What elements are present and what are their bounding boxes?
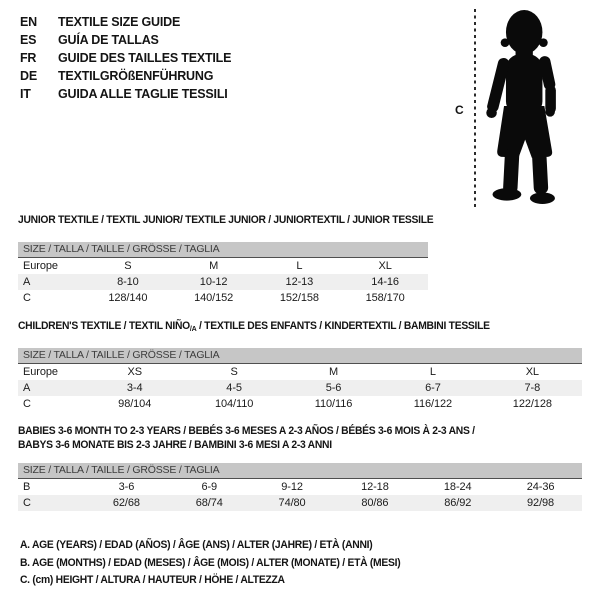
guide-title: GUÍA DE TALLAS <box>58 33 159 47</box>
language-code: IT <box>20 87 31 101</box>
row-label: A <box>23 276 31 288</box>
size-header-bar: SIZE / TALLA / TAILLE / GRÖSSE / TAGLIA <box>18 463 582 479</box>
height-cell: 128/140 <box>108 292 148 304</box>
footnote-c: C. (cm) HEIGHT / ALTURA / HAUTEUR / HÖHE / ALTEZZA <box>20 574 285 586</box>
age-cell: 12-18 <box>361 481 389 493</box>
table-row <box>18 290 428 306</box>
footnote-a: A. AGE (YEARS) / EDAD (AÑOS) / ÂGE (ANS) / ALTER (JAHRE) / ETÀ (ANNI) <box>20 539 373 551</box>
age-cell: 10-12 <box>199 276 228 288</box>
size-cell: L <box>429 366 436 378</box>
footnote-b: B. AGE (MONTHS) / EDAD (MESES) / ÂGE (MOIS) / ALTER (MONATE) / ETÀ (MESI) <box>20 556 401 569</box>
language-row <box>20 49 231 67</box>
size-cell: XS <box>127 366 142 378</box>
row-label: C <box>23 292 31 304</box>
age-cell: 12-13 <box>285 276 314 288</box>
row-label: B <box>23 481 31 493</box>
size-cell: S <box>230 366 238 378</box>
height-cell: 62/68 <box>112 497 140 509</box>
height-cell: 158/170 <box>365 292 405 304</box>
language-code: FR <box>20 51 37 65</box>
row-label: A <box>23 382 31 394</box>
height-cell: 98/104 <box>118 398 152 410</box>
table-row <box>18 258 428 274</box>
height-cell: 152/158 <box>279 292 319 304</box>
table-title-line1: BABIES 3-6 MONTH TO 2-3 YEARS / BEBÉS 3-6 MESES A 2-3 AÑOS / BÉBÉS 3-6 MOIS À 2-3 ANS / <box>18 425 475 437</box>
table-title-text: / TEXTILE DES ENFANTS / KINDERTEXTIL / BAMBINI TESSILE <box>196 320 490 332</box>
row-label: Europe <box>23 260 58 272</box>
table-row <box>18 274 428 290</box>
height-cell: 140/152 <box>194 292 234 304</box>
age-cell: 14-16 <box>371 276 399 288</box>
height-cell: 122/128 <box>512 398 552 410</box>
table-title-subscript: /A <box>189 324 197 333</box>
height-cell: 92/98 <box>527 497 555 509</box>
language-row <box>20 31 231 49</box>
table-title: JUNIOR TEXTILE / TEXTIL JUNIOR/ TEXTILE JUNIOR / JUNIORTEXTIL / JUNIOR TESSILE <box>18 214 434 226</box>
age-cell: 3-6 <box>118 481 135 493</box>
height-cell: 116/122 <box>413 398 453 410</box>
size-cell: M <box>209 260 219 272</box>
guide-title: GUIDE DES TAILLES TEXTILE <box>58 51 232 65</box>
language-guide-list <box>20 13 231 103</box>
size-cell: XL <box>378 260 392 272</box>
size-header-bar: SIZE / TALLA / TAILLE / GRÖSSE / TAGLIA <box>18 242 428 258</box>
babies-textile-table <box>18 424 582 511</box>
legend-footnotes <box>20 537 425 590</box>
size-header-bar: SIZE / TALLA / TAILLE / GRÖSSE / TAGLIA <box>18 348 582 364</box>
guide-title: TEXTILE SIZE GUIDE <box>58 15 181 29</box>
age-cell: 6-9 <box>201 481 218 493</box>
table-row <box>18 396 582 412</box>
size-cell: L <box>296 260 303 272</box>
age-cell: 9-12 <box>281 481 303 493</box>
language-code: EN <box>20 15 37 29</box>
age-cell: 5-6 <box>325 382 342 394</box>
row-label: C <box>23 497 31 509</box>
height-cell: 74/80 <box>278 497 306 509</box>
table-title-line2: BABYS 3-6 MONATE BIS 2-3 JAHRE / BAMBINI 3-6 MESI A 2-3 ANNI <box>18 439 332 451</box>
height-cell: 86/92 <box>444 497 472 509</box>
table-title-text: CHILDREN'S TEXTILE / TEXTIL NIÑO <box>18 320 190 332</box>
table-row <box>18 479 582 495</box>
age-cell: 3-4 <box>126 382 143 394</box>
childrens-textile-table <box>18 320 582 412</box>
height-cell: 68/74 <box>195 497 223 509</box>
baby-silhouette-icon <box>481 6 577 208</box>
height-cell: 80/86 <box>361 497 389 509</box>
language-row <box>20 13 231 31</box>
height-cell: 104/110 <box>214 398 254 410</box>
table-title <box>18 320 548 333</box>
age-cell: 24-36 <box>526 481 555 493</box>
height-cell: 110/116 <box>314 398 353 410</box>
junior-textile-table <box>18 214 434 306</box>
table-title <box>18 424 548 452</box>
height-marker-label: C <box>455 103 464 117</box>
age-cell: 8-10 <box>117 276 139 288</box>
size-cell: S <box>124 260 132 272</box>
guide-title: GUIDA ALLE TAGLIE TESSILI <box>58 87 228 101</box>
height-measure-dotted-line <box>474 9 476 207</box>
language-code: ES <box>20 33 37 47</box>
table-row <box>18 380 582 396</box>
table-row <box>18 364 582 380</box>
guide-title: TEXTILGRÖßENFÜHRUNG <box>58 69 214 83</box>
age-cell: 18-24 <box>443 481 472 493</box>
size-cell: XL <box>525 366 539 378</box>
size-cell: M <box>328 366 339 378</box>
age-cell: 6-7 <box>425 382 441 394</box>
language-row <box>20 67 231 85</box>
table-row <box>18 495 582 511</box>
language-code: DE <box>20 69 37 83</box>
row-label: C <box>23 398 31 410</box>
age-cell: 7-8 <box>524 382 541 394</box>
age-cell: 4-5 <box>226 382 242 394</box>
language-row <box>20 85 231 103</box>
row-label: Europe <box>23 366 58 378</box>
